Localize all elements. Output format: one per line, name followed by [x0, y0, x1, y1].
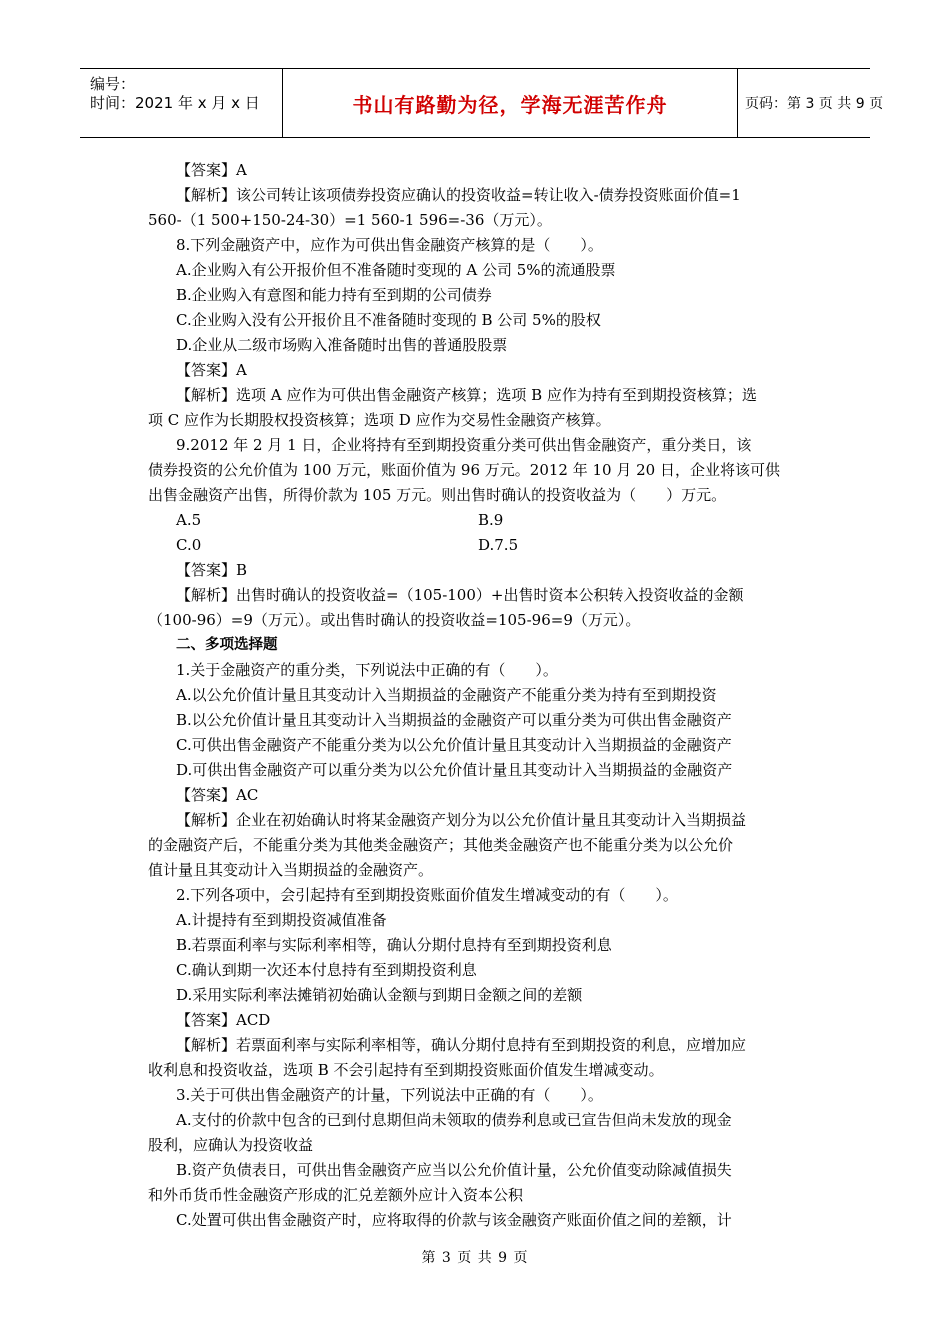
option-line: B.以公允价值计量且其变动计入当期损益的金融资产可以重分类为可供出售金融资产 — [176, 711, 732, 729]
answer-line: 【答案】A — [176, 361, 247, 379]
header-middle-cell — [282, 69, 738, 137]
question-line: 8.下列金融资产中，应作为可供出售金融资产核算的是（ ）。 — [176, 236, 603, 254]
option-c: C.0 — [176, 536, 202, 554]
answer-line: 【答案】ACD — [176, 1011, 271, 1029]
analysis-line: 【解析】企业在初始确认时将某金融资产划分为以公允价值计量且其变动计入当期损益 — [176, 811, 747, 829]
option-b: B.9 — [478, 511, 504, 529]
analysis-line: 【解析】选项 A 应作为可供出售金融资产核算；选项 B 应作为持有至到期投资核算；选 — [176, 386, 757, 404]
option-line: C.处置可供出售金融资产时，应将取得的价款与该金融资产账面价值之间的差额，计 — [176, 1211, 732, 1229]
analysis-line: 值计量且其变动计入当期损益的金融资产。 — [148, 861, 434, 879]
question-line: 9.2012 年 2 月 1 日，企业将持有至到期投资重分类可供出售金融资产，重分类日，该 — [176, 436, 752, 454]
option-line: 股利，应确认为投资收益 — [148, 1136, 314, 1154]
option-d: D.7.5 — [478, 536, 519, 554]
header-right-cell — [737, 69, 884, 137]
analysis-line: 【解析】出售时确认的投资收益=（105-100）+出售时资本公积转入投资收益的金额 — [176, 586, 744, 604]
question-line: 3.关于可供出售金融资产的计量，下列说法中正确的有（ ）。 — [176, 1086, 603, 1104]
option-line: C.企业购入没有公开报价且不准备随时变现的 B 公司 5%的股权 — [176, 311, 601, 329]
answer-line: 【答案】AC — [176, 786, 259, 804]
page-footer: 第 3 页 共 9 页 — [421, 1250, 529, 1266]
question-line: 出售金融资产出售，所得价款为 105 万元。则出售时确认的投资收益为（ ）万元。 — [148, 486, 727, 504]
header-motto: 书山有路勤为径，学海无涯苦作舟 — [352, 92, 668, 117]
option-line: A.计提持有至到期投资减值准备 — [176, 911, 387, 929]
document-number-label: 编号： — [90, 75, 136, 93]
option-a: A.5 — [176, 511, 202, 529]
analysis-line: 的金融资产后，不能重分类为其他类金融资产；其他类金融资产也不能重分类为以公允价 — [148, 836, 734, 854]
section-heading: 二、多项选择题 — [176, 637, 278, 653]
option-line: B.资产负债表日，可供出售金融资产应当以公允价值计量，公允价值变动除减值损失 — [176, 1161, 732, 1179]
option-line: 和外币货币性金融资产形成的汇兑差额外应计入资本公积 — [148, 1186, 524, 1204]
option-line: A.企业购入有公开报价但不准备随时变现的 A 公司 5%的流通股票 — [176, 261, 616, 279]
option-line: D.可供出售金融资产可以重分类为以公允价值计量且其变动计入当期损益的金融资产 — [176, 761, 733, 779]
option-line: D.企业从二级市场购入准备随时出售的普通股股票 — [176, 336, 508, 354]
option-line: B.若票面利率与实际利率相等，确认分期付息持有至到期投资利息 — [176, 936, 612, 954]
option-line: D.采用实际利率法摊销初始确认金额与到期日金额之间的差额 — [176, 986, 583, 1004]
analysis-line: 【解析】该公司转让该项债券投资应确认的投资收益=转让收入-债券投资账面价值=1 — [176, 186, 741, 204]
option-row — [148, 508, 808, 533]
option-line: A.以公允价值计量且其变动计入当期损益的金融资产不能重分类为持有至到期投资 — [176, 686, 717, 704]
option-line: C.可供出售金融资产不能重分类为以公允价值计量且其变动计入当期损益的金融资产 — [176, 736, 732, 754]
header-left-cell — [80, 69, 282, 137]
analysis-line: 收利息和投资收益，选项 B 不会引起持有至到期投资账面价值发生增减变动。 — [148, 1061, 664, 1079]
analysis-line: （100-96）=9（万元）。或出售时确认的投资收益=105-96=9（万元）。 — [148, 611, 641, 629]
option-line: A.支付的价款中包含的已到付息期但尚未领取的债券利息或已宣告但尚未发放的现金 — [176, 1111, 732, 1129]
question-line: 1.关于金融资产的重分类，下列说法中正确的有（ ）。 — [176, 661, 558, 679]
analysis-line: 项 C 应作为长期股权投资核算；选项 D 应作为交易性金融资产核算。 — [148, 411, 611, 429]
question-line: 债券投资的公允价值为 100 万元，账面价值为 96 万元。2012 年 10 月 20 日，企业将该可供 — [148, 461, 780, 479]
question-line: 2.下列各项中，会引起持有至到期投资账面价值发生增减变动的有（ ）。 — [176, 886, 678, 904]
option-line: C.确认到期一次还本付息持有至到期投资利息 — [176, 961, 477, 979]
document-body — [148, 158, 808, 1233]
analysis-line: 【解析】若票面利率与实际利率相等，确认分期付息持有至到期投资的利息，应增加应 — [176, 1036, 747, 1054]
option-line: B.企业购入有意图和能力持有至到期的公司债券 — [176, 286, 492, 304]
answer-line: 【答案】B — [176, 561, 248, 579]
option-row — [148, 533, 808, 558]
document-date-label: 时间：2021 年 x 月 x 日 — [90, 94, 260, 112]
page-header — [80, 68, 884, 138]
analysis-line: 560-（1 500+150-24-30）=1 560-1 596=-36（万元）。 — [148, 211, 552, 229]
header-page-info: 页码：第 3 页 共 9 页 — [745, 96, 884, 112]
answer-line: 【答案】A — [176, 161, 247, 179]
